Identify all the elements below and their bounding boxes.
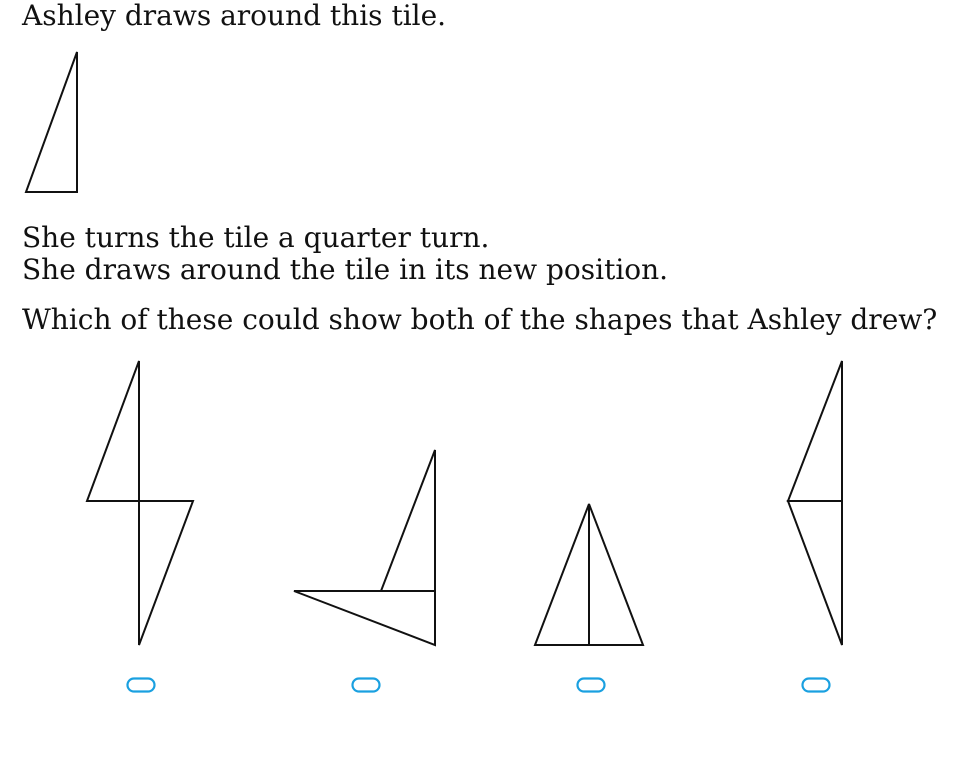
option-d-triangle-upper	[788, 361, 842, 501]
option-d-figure	[788, 361, 842, 645]
question-prompt: Which of these could show both of the shapes that Ashley drew?	[22, 303, 938, 336]
intro-text: Ashley draws around this tile.	[22, 0, 447, 32]
option-a-triangle-lower	[139, 501, 193, 645]
option-d-triangle-lower	[788, 501, 842, 645]
tile-triangle	[26, 52, 77, 192]
option-a-triangle-upper	[87, 361, 139, 501]
redraw-instruction-text: She draws around the tile in its new position.	[22, 253, 669, 286]
option-d-radio[interactable]	[803, 679, 830, 692]
option-a-radio[interactable]	[128, 679, 155, 692]
option-b-triangle-horizontal	[294, 591, 435, 645]
option-c-triangle-left	[535, 504, 589, 645]
option-c-radio[interactable]	[578, 679, 605, 692]
option-c-figure	[535, 504, 643, 645]
option-b-triangle-upright	[381, 450, 435, 591]
option-b-figure	[294, 450, 435, 645]
option-a-figure	[87, 361, 193, 645]
option-b-radio[interactable]	[353, 679, 380, 692]
option-c-triangle-right	[589, 504, 643, 645]
turn-instruction-text: She turns the tile a quarter turn.	[22, 221, 490, 254]
